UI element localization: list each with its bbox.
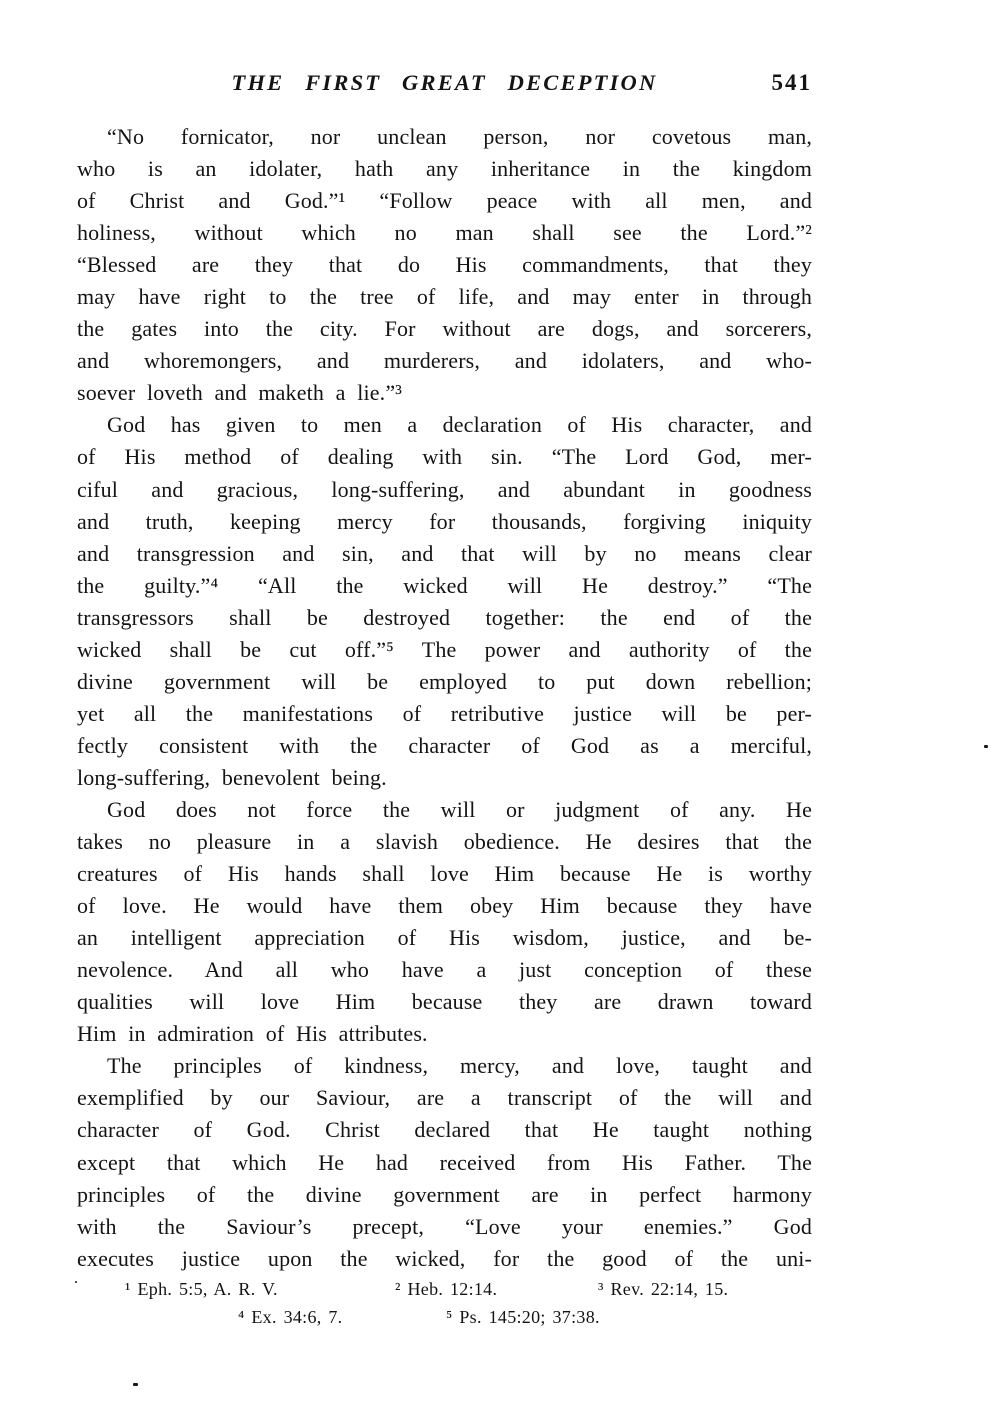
text-line: executes justice upon the wicked, for the good of the uni- (77, 1245, 812, 1271)
page-number: 541 (771, 70, 812, 95)
text-line: nevolence. And all who have a just conception of these (77, 957, 812, 983)
text-line: soever loveth and maketh a lie.”³ (77, 380, 402, 406)
text-line: Him in admiration of His attributes. (77, 1021, 428, 1047)
text-line: of His method of dealing with sin. “The Lord God, mer- (77, 444, 812, 470)
text-line: The principles of kindness, mercy, and love, taught and (107, 1053, 812, 1079)
text-line: the guilty.”⁴ “All the wicked will He destroy.” “The (77, 572, 812, 598)
text-line: God has given to men a declaration of His character, and (107, 412, 812, 438)
text-line: “Blessed are they that do His commandments, that they (77, 252, 812, 278)
text-line: “No fornicator, nor unclean person, nor covetous man, (107, 124, 812, 149)
running-header (77, 70, 812, 100)
text-line: principles of the divine government are in perfect harmony (77, 1181, 812, 1207)
text-line: qualities will love Him because they are drawn toward (77, 989, 812, 1015)
text-line: wicked shall be cut off.”⁵ The power and authority of the (77, 636, 812, 662)
ink-speck (984, 745, 988, 748)
text-line: who is an idolater, hath any inheritance in the kingdom (77, 156, 812, 182)
text-line: holiness, without which no man shall see the Lord.”² (77, 220, 812, 246)
text-line: takes no pleasure in a slavish obedience. He desires that the (77, 829, 812, 855)
footnote-3: ³ Rev. 22:14, 15. (598, 1279, 729, 1299)
text-line: and transgression and sin, and that will by no means clear (77, 540, 812, 566)
text-line: fectly consistent with the character of God as a merciful, (77, 732, 812, 758)
footnote-5: ⁵ Ps. 145:20; 37:38. (446, 1307, 600, 1327)
text-line: of love. He would have them obey Him because they have (77, 893, 812, 919)
text-line: character of God. Christ declared that He taught nothing (77, 1117, 812, 1143)
text-line: the gates into the city. For without are dogs, and sorcerers, (77, 316, 812, 342)
ink-speck (133, 1383, 138, 1386)
text-line: creatures of His hands shall love Him because He is worthy (77, 861, 812, 887)
text-line: God does not force the will or judgment of any. He (107, 796, 812, 822)
text-line: with the Saviour’s precept, “Love your enemies.” God (77, 1213, 812, 1239)
text-line: yet all the manifestations of retributive justice will be per- (77, 700, 812, 726)
footnote-1: ¹ Eph. 5:5, A. R. V. (125, 1279, 278, 1299)
text-line: of Christ and God.”¹ “Follow peace with all men, and (77, 188, 812, 214)
text-line: an intelligent appreciation of His wisdom, justice, and be- (77, 925, 812, 951)
text-line: may have right to the tree of life, and may enter in through (77, 284, 812, 310)
text-line: exemplified by our Saviour, are a transcript of the will and (77, 1085, 812, 1111)
footnote-2: ² Heb. 12:14. (395, 1279, 498, 1299)
chapter-title: THE FIRST GREAT DECEPTION (231, 70, 658, 95)
footnotes (77, 1279, 812, 1339)
footnote-4: ⁴ Ex. 34:6, 7. (238, 1307, 343, 1327)
text-line: except that which He had received from His Father. The (77, 1149, 812, 1175)
ink-speck (75, 1281, 77, 1283)
text-line: long-suffering, benevolent being. (77, 764, 387, 790)
text-line: transgressors shall be destroyed together: the end of the (77, 604, 812, 630)
body-text (77, 121, 812, 1275)
text-line: divine government will be employed to put down rebellion; (77, 668, 812, 694)
text-line: and whoremongers, and murderers, and idolaters, and who- (77, 348, 812, 374)
text-line: ciful and gracious, long-suffering, and abundant in goodness (77, 476, 812, 502)
text-line: and truth, keeping mercy for thousands, forgiving iniquity (77, 508, 812, 534)
